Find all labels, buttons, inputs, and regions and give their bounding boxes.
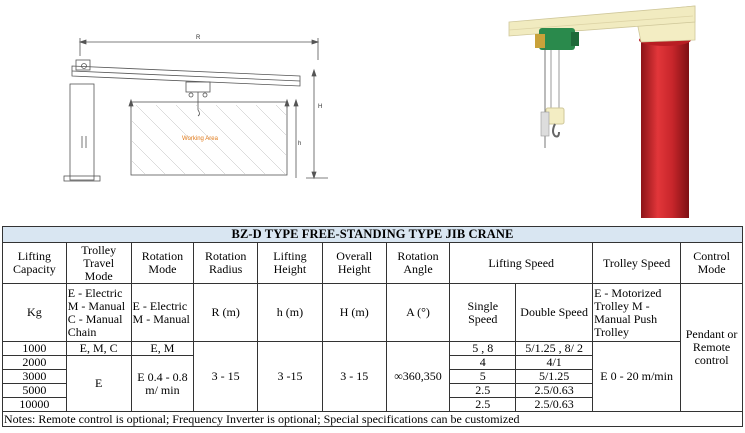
unit-lifting-height: h (m) [258, 284, 323, 342]
double-speed-cell: 5/1.25 , 8/ 2 [516, 342, 593, 356]
capacity-cell: 10000 [3, 398, 67, 412]
merged-trolley-mode: E [66, 356, 131, 412]
header-lifting-capacity: Lifting Capacity [3, 243, 67, 284]
merged-lifting-height: 3 -15 [258, 342, 323, 412]
jib-crane-photo [495, 0, 725, 222]
header-lifting-height: Lifting Height [258, 243, 323, 284]
unit-rotation-mode: E - Electric M - Manual [131, 284, 194, 342]
capacity-cell: 5000 [3, 384, 67, 398]
unit-angle: A (°) [386, 284, 450, 342]
working-area-label: Working Area [182, 136, 218, 142]
table-row [3, 342, 743, 356]
double-speed-cell: 5/1.25 [516, 370, 593, 384]
unit-trolley-speed: E - Motorized Trolley M - Manual Push Trolley [593, 284, 681, 342]
capacity-cell: 2000 [3, 356, 67, 370]
single-speed-cell: 5 [450, 370, 516, 384]
header-rotation-mode: Rotation Mode [131, 243, 194, 284]
unit-double-speed: Double Speed [516, 284, 593, 342]
header-rotation-angle: Rotation Angle [386, 243, 450, 284]
single-speed-cell: 5 , 8 [450, 342, 516, 356]
header-trolley-travel-mode: Trolley Travel Mode [66, 243, 131, 284]
merged-angle: ∞360,350 [386, 342, 450, 412]
unit-radius: R (m) [194, 284, 258, 342]
dimension-h-upper-label: H [318, 104, 323, 110]
rotation-mode-cell: E, M [131, 342, 194, 356]
single-speed-cell: 2.5 [450, 384, 516, 398]
unit-overall-height: H (m) [322, 284, 386, 342]
double-speed-cell: 2.5/0.63 [516, 384, 593, 398]
trolley-mode-cell: E, M, C [66, 342, 131, 356]
header-lifting-speed: Lifting Speed [450, 243, 593, 284]
header-rotation-radius: Rotation Radius [194, 243, 258, 284]
jib-crane-drawing [0, 0, 340, 215]
header-overall-height: Overall Height [322, 243, 386, 284]
unit-capacity: Kg [3, 284, 67, 342]
capacity-cell: 1000 [3, 342, 67, 356]
table-notes: Notes: Remote control is optional; Frequency Inverter is optional; Special specifications can be customized [3, 412, 743, 427]
merged-overall-height: 3 - 15 [322, 342, 386, 412]
spec-table [2, 226, 743, 427]
single-speed-cell: 2.5 [450, 398, 516, 412]
merged-trolley-speed: E 0 - 20 m/min [593, 342, 681, 412]
merged-control-mode: Pendant or Remote control [681, 284, 743, 412]
double-speed-cell: 4/1 [516, 356, 593, 370]
single-speed-cell: 4 [450, 356, 516, 370]
unit-trolley-travel-mode: E - Electric M - Manual C - Manual Chain [66, 284, 131, 342]
dimension-r-label: R [196, 35, 201, 41]
merged-radius: 3 - 15 [194, 342, 258, 412]
dimension-h-lower-label: h [298, 141, 302, 147]
unit-single-speed: Single Speed [450, 284, 516, 342]
table-title: BZ-D TYPE FREE-STANDING TYPE JIB CRANE [3, 227, 743, 243]
merged-rotation-mode: E 0.4 - 0.8 m/ min [131, 356, 194, 412]
double-speed-cell: 2.5/0.63 [516, 398, 593, 412]
header-control-mode: Control Mode [681, 243, 743, 284]
header-trolley-speed: Trolley Speed [593, 243, 681, 284]
capacity-cell: 3000 [3, 370, 67, 384]
